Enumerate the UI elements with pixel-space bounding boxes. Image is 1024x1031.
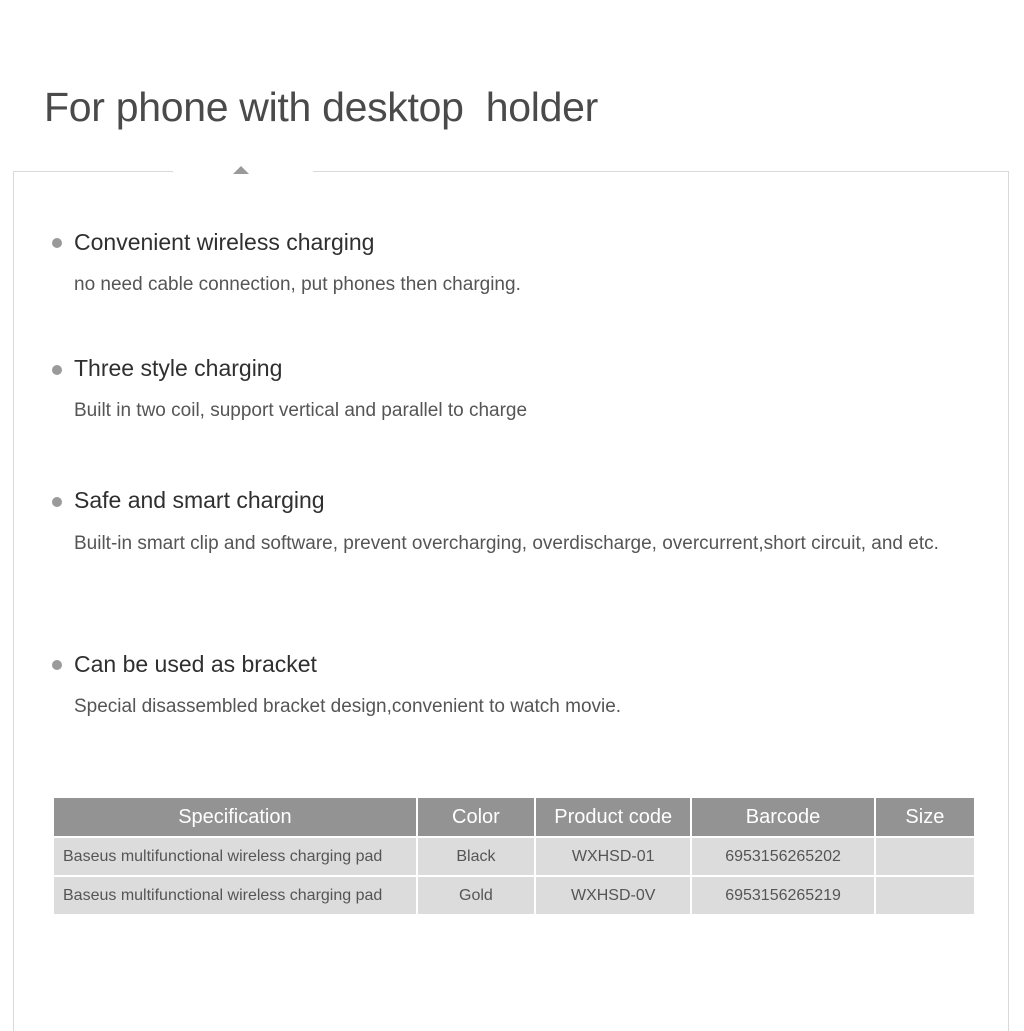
triangle-pointer-icon xyxy=(233,166,249,174)
cell-barcode: 6953156265202 xyxy=(692,838,873,875)
feature-title: Safe and smart charging xyxy=(74,487,325,513)
feature-description: Special disassembled bracket design,convenient to watch movie. xyxy=(74,696,622,717)
cell-specification: Baseus multifunctional wireless charging pad xyxy=(54,877,416,914)
cell-color: Gold xyxy=(418,877,534,914)
bullet-icon xyxy=(52,660,62,670)
cell-specification: Baseus multifunctional wireless charging pad xyxy=(54,838,416,875)
feature-title: Convenient wireless charging xyxy=(74,229,375,255)
bullet-icon xyxy=(52,497,62,507)
table-header-row xyxy=(54,798,974,836)
page-title: For phone with desktop holder xyxy=(44,84,598,130)
cell-size xyxy=(876,877,974,914)
feature-title: Can be used as bracket xyxy=(74,651,317,677)
header-barcode: Barcode xyxy=(692,798,873,836)
bullet-icon xyxy=(52,365,62,375)
table-row xyxy=(54,877,974,914)
cell-barcode: 6953156265219 xyxy=(692,877,873,914)
header-color: Color xyxy=(418,798,534,836)
table-row xyxy=(54,838,974,875)
feature-description: Built in two coil, support vertical and parallel to charge xyxy=(74,400,528,421)
feature-description: no need cable connection, put phones then charging. xyxy=(74,274,521,295)
panel-divider-right xyxy=(313,171,1009,172)
header-size: Size xyxy=(876,798,974,836)
bullet-icon xyxy=(52,238,62,248)
panel-divider-left xyxy=(13,171,173,172)
header-specification: Specification xyxy=(54,798,416,836)
cell-product-code: WXHSD-0V xyxy=(536,877,690,914)
cell-product-code: WXHSD-01 xyxy=(536,838,690,875)
feature-description: Built-in smart clip and software, prevent overcharging, overdischarge, overcurrent,short circuit, and etc. xyxy=(74,533,939,554)
header-product-code: Product code xyxy=(536,798,690,836)
feature-title: Three style charging xyxy=(74,355,283,381)
cell-size xyxy=(876,838,974,875)
cell-color: Black xyxy=(418,838,534,875)
specification-table xyxy=(52,796,976,916)
